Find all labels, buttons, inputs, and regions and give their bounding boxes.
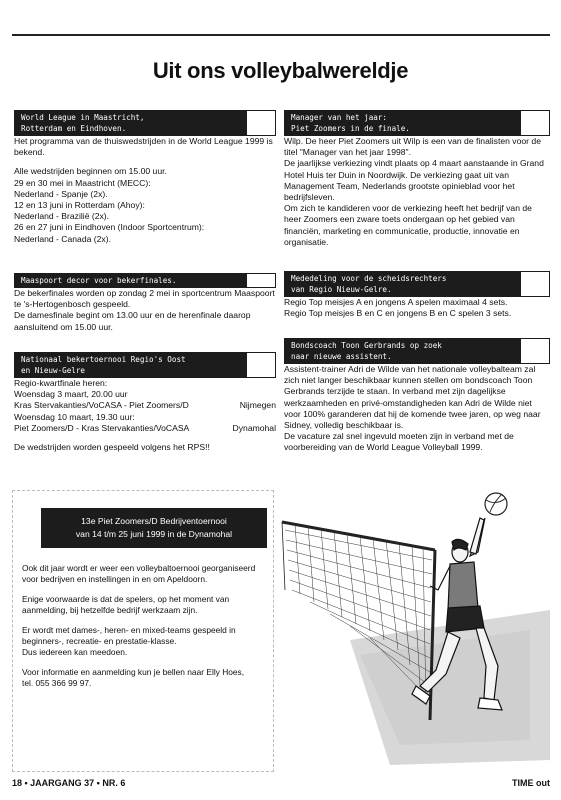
paragraph: Dus iedereen kan meedoen. (22, 647, 128, 657)
match-name: Kras Stervakanties/VoCASA - Piet Zoomers/D (14, 400, 189, 411)
section-heading-bekertoernooi: Nationaal bekertoernooi Regio's Oost en Nieuw-Gelre (14, 352, 276, 378)
promo-banner: 13e Piet Zoomers/D Bedrijventoernooi van 14 t/m 25 juni 1999 in de Dynamohal (41, 508, 267, 548)
paragraph: tel. 055 366 99 97. (22, 678, 92, 688)
right-column-2 (284, 271, 550, 319)
paragraph: Er wordt met dames-, heren- en mixed-teams gespeeld in beginners-, recreatie- en prestatie-klasse. (22, 625, 236, 646)
schedule-line: 26 en 27 juni in Eindhoven (Indoor Sportcentrum): (14, 222, 205, 233)
promo-text (22, 563, 260, 698)
paragraph: Regio-kwartfinale heren: (14, 378, 108, 388)
schedule-line: 12 en 13 juni in Rotterdam (Ahoy): (14, 200, 145, 211)
paragraph: Het programma van de thuiswedstrijden in de World League 1999 is bekend. (14, 136, 273, 158)
right-column (284, 110, 550, 248)
paragraph: De jaarlijkse verkiezing vindt plaats op 4 maart aanstaande in Grand Hotel Huis ter Duin in Noordwijk. De verkiezing gaat uit van Management Team, Nederlands grootste opinieblad voor het bedrijfsleven. (284, 158, 544, 203)
section-heading-scheidsrechters: Mededeling voor de scheidsrechters van Regio Nieuw-Gelre. (284, 271, 550, 297)
paragraph: Regio Top meisjes B en C en jongens B en C spelen 3 sets. (284, 308, 512, 319)
right-column-3 (284, 338, 550, 454)
page-title: Uit ons volleybalwereldje (152, 58, 409, 83)
paragraph: Ook dit jaar wordt er weer een volleybaltoernooi georganiseerd voor bedrijven en instellingen in en om Apeldoorn. (22, 563, 256, 584)
paragraph: Assistent-trainer Adri de Wilde van het nationale volleybalteam zal zich niet langer beschikbaar kunnen stellen om bondscoach Toon Gerbrands terzijde te staan. In verband met zijn dagelijkse werkzaamheden en privé-omstandigheden kan Adri de Wilde niet voor 100% garanderen dat hij de komende twee jaren, op weg naar Sidney, volledig beschikbaar is. (284, 364, 541, 431)
match-row (14, 423, 276, 434)
left-column-2 (14, 273, 276, 333)
volleyball-player-illustration (280, 490, 552, 770)
match-location: Nijmegen (239, 400, 276, 411)
top-rule (12, 34, 550, 36)
paragraph: Enige voorwaarde is dat de spelers, op het moment van aanmelding, bij hetzelfde bedrijf werkzaam zijn. (22, 594, 230, 615)
paragraph: De damesfinale begint om 13.00 uur en de herenfinale daarop aansluitend om 15.00 uur. (14, 310, 251, 332)
paragraph: Wilp. De heer Piet Zoomers uit Wilp is een van de finalisten voor de titel "Manager van het jaar 1998". (284, 136, 541, 158)
left-column-3 (14, 352, 276, 453)
page-footer (12, 778, 550, 788)
paragraph: Alle wedstrijden beginnen om 15.00 uur. (14, 166, 167, 177)
section-heading-maaspoort: Maaspoort decor voor bekerfinales. (14, 273, 276, 288)
paragraph: De bekerfinales worden op zondag 2 mei in sportcentrum Maaspoort te 's-Hertogenbosch gespeeld. (14, 288, 275, 310)
section-heading-manager: Manager van het jaar: Piet Zoomers in de finale. (284, 110, 550, 136)
paragraph: Voor informatie en aanmelding kun je bellen naar Elly Hoes, (22, 667, 245, 677)
schedule-line: 29 en 30 mei in Maastricht (MECC): (14, 177, 151, 188)
schedule-line: Nederland - Spanje (2x). (14, 188, 108, 199)
section-heading-bondscoach: Bondscoach Toon Gerbrands op zoek naar nieuwe assistent. (284, 338, 550, 364)
match-row (14, 400, 276, 411)
paragraph: Regio Top meisjes A en jongens A spelen maximaal 4 sets. (284, 297, 508, 307)
paragraph: De wedstrijden worden gespeeld volgens het RPS!! (14, 442, 210, 453)
section-heading-world-league: World League in Maastricht, Rotterdam en Eindhoven. (14, 110, 276, 136)
paragraph: Woensdag 10 maart, 19.30 uur: (14, 411, 135, 422)
schedule-line: Nederland - Brazilië (2x). (14, 211, 110, 222)
match-location: Dynamohal (232, 422, 276, 433)
paragraph: Om zich te kandideren voor de verkiezing heeft het bedrijf van de heer Zoomers een zware toets ondergaan op het gebied van financiën, marketing en communicatie, productie, innovatie en organisatie. (284, 203, 532, 247)
left-column (14, 110, 276, 245)
schedule-line: Nederland - Canada (2x). (14, 233, 111, 244)
paragraph: De vacature zal snel ingevuld moeten zijn in verband met de voorbereiding van de World League Volleyball 1999. (284, 431, 514, 453)
paragraph: Woensdag 3 maart, 20.00 uur (14, 389, 128, 400)
match-name: Piet Zoomers/D - Kras Stervakanties/VoCASA (14, 422, 190, 433)
footer-issue: 18 • JAARGANG 37 • NR. 6 (12, 778, 126, 788)
footer-magazine: TIME out (512, 778, 550, 788)
